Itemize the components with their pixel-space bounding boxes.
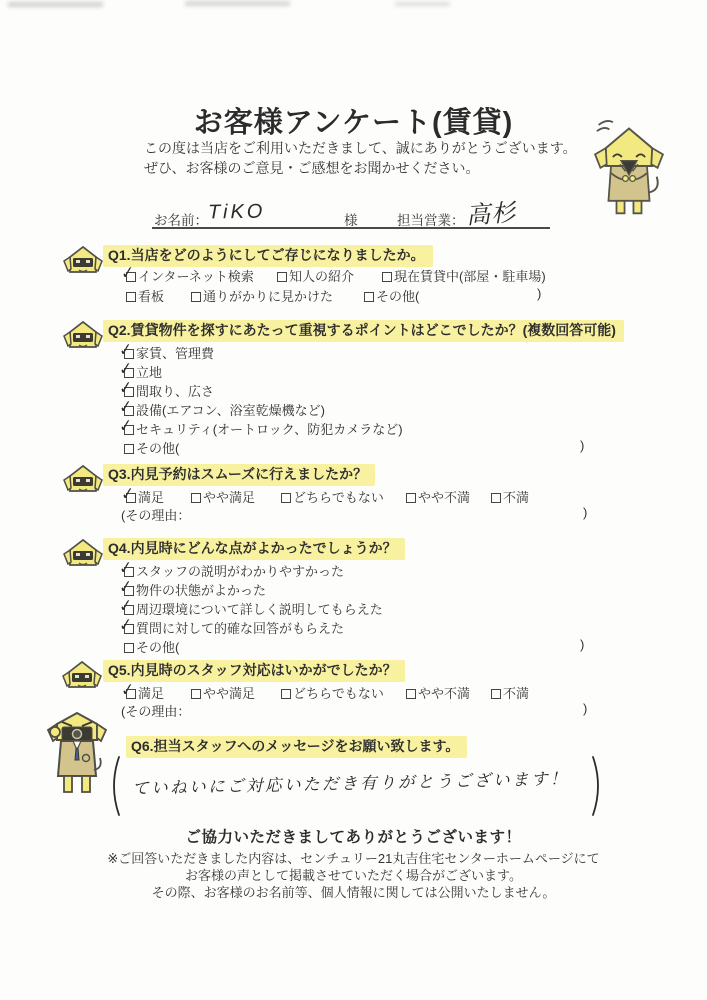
checkbox-icon xyxy=(382,271,394,282)
q6-title: Q6.担当スタッフへのメッセージをお願い致します。 xyxy=(126,736,467,758)
checkbox-icon: ✓ xyxy=(120,680,135,701)
q3-title: Q3.内見予約はスムーズに行えましたか？ xyxy=(103,464,375,486)
checkbox-icon: ✓ xyxy=(118,416,133,437)
dog-face-icon xyxy=(62,659,102,693)
q5-option-satisfied[interactable]: ✓ 満足 xyxy=(120,680,165,701)
checkbox-icon xyxy=(406,492,418,503)
q3-option-satisfied[interactable]: ✓ 満足 xyxy=(120,484,165,505)
q4-title: Q4.内見時にどんな点がよかったでしょうか？ xyxy=(103,538,405,560)
q3-option-somewhat-dissatisfied[interactable]: やや不満 xyxy=(406,487,470,506)
close-paren: ) xyxy=(580,637,585,652)
q2-option-security[interactable]: ✓ セキュリティ(オートロック、防犯カメラなど) xyxy=(118,416,403,437)
checkbox-icon: ✓ xyxy=(118,359,133,380)
q1-option-internet[interactable]: ✓ インターネット検索 xyxy=(126,266,254,285)
close-paren: ) xyxy=(583,505,588,520)
checkbox-icon xyxy=(191,688,203,699)
checkbox-icon: ✓ xyxy=(118,615,133,636)
q4-option-clear-explanation[interactable]: ✓ スタッフの説明がわかりやすかった xyxy=(118,558,345,579)
q5-reason-label: (その理由： xyxy=(121,704,191,719)
q6-message-field[interactable]: ていねいにご対応いただき有りがとうございます！ xyxy=(131,770,570,798)
close-bracket xyxy=(590,754,606,818)
q5-option-dissatisfied[interactable]: 不満 xyxy=(491,683,529,702)
q3-reason-label: (その理由： xyxy=(121,508,191,523)
checkbox-icon: ✓ xyxy=(118,378,133,399)
q2-option-other[interactable]: その他( xyxy=(124,438,179,457)
checkbox-icon: ✓ xyxy=(118,397,133,418)
open-bracket xyxy=(106,754,122,818)
q4-option-other[interactable]: その他( xyxy=(124,637,179,656)
page-title: お客様アンケート(賃貸) xyxy=(193,107,514,139)
q5-option-neutral[interactable]: どちらでもない xyxy=(281,683,384,702)
q6-message-area[interactable] xyxy=(106,754,606,818)
close-paren: ) xyxy=(537,286,542,301)
checkbox-icon xyxy=(124,443,136,454)
checkbox-icon: ✓ xyxy=(118,558,133,579)
footer-note-1: ※ご回答いただきました内容は、センチュリー21丸吉住宅センターホームページにて xyxy=(107,851,600,866)
dog-face-icon xyxy=(63,537,103,571)
checkbox-icon xyxy=(191,291,203,302)
scan-smudge xyxy=(8,2,103,7)
camera-dog-icon xyxy=(45,710,111,806)
q5-option-somewhat-satisfied[interactable]: やや満足 xyxy=(191,683,255,702)
checkbox-icon xyxy=(281,688,293,699)
dog-face-icon xyxy=(63,244,103,278)
checkbox-icon xyxy=(277,271,289,282)
footer-note-3: その際、お客様のお名前等、個人情報に関しては公開いたしません。 xyxy=(151,885,556,900)
checkbox-icon: ✓ xyxy=(118,577,133,598)
q5-option-somewhat-dissatisfied[interactable]: やや不満 xyxy=(406,683,470,702)
honorific-label: 様 xyxy=(344,213,358,228)
agent-name-field[interactable]: 高杉 xyxy=(465,199,518,230)
checkbox-icon xyxy=(126,291,138,302)
q3-option-neutral[interactable]: どちらでもない xyxy=(281,487,384,506)
checkbox-icon xyxy=(120,263,138,284)
intro-line-1: この度は当店をご利用いただきまして、誠にありがとうございます。 xyxy=(144,140,577,156)
name-label: お名前： xyxy=(154,213,208,228)
q2-option-rent[interactable]: ✓ 家賃、管理費 xyxy=(118,340,215,361)
intro-line-2: ぜひ、お客様のご意見・ご感想をお聞かせください。 xyxy=(144,160,480,176)
name-row xyxy=(152,200,550,229)
checkbox-icon xyxy=(491,492,503,503)
checkbox-icon xyxy=(124,642,136,653)
customer-name-field[interactable]: TiKO xyxy=(207,200,266,224)
agent-label: 担当営業： xyxy=(397,213,465,228)
checkbox-icon: ✓ xyxy=(118,596,133,617)
checkbox-icon: ✓ xyxy=(118,340,133,361)
checkbox-icon xyxy=(364,291,376,302)
q4-option-accurate-answers[interactable]: ✓ 質問に対して的確な回答がもらえた xyxy=(118,615,345,636)
footer-note-2: お客様の声として掲載させていただく場合がございます。 xyxy=(185,868,522,883)
checkbox-icon xyxy=(491,688,503,699)
q1-option-other[interactable]: その他( xyxy=(364,286,419,305)
q4-option-property-condition[interactable]: ✓ 物件の状態がよかった xyxy=(118,577,267,598)
dog-face-icon xyxy=(63,463,103,497)
scan-smudge xyxy=(185,1,290,6)
check-mark-icon: ✓ xyxy=(120,263,135,284)
q1-option-passing-by[interactable]: 通りがかりに見かけた xyxy=(191,286,333,305)
close-paren: ) xyxy=(583,701,588,716)
checkbox-icon xyxy=(406,688,418,699)
q2-option-location[interactable]: ✓ 立地 xyxy=(118,359,163,380)
dog-face-icon xyxy=(63,319,103,353)
checkbox-icon xyxy=(281,492,293,503)
checkbox-icon xyxy=(191,492,203,503)
bowing-dog-mascot-icon xyxy=(580,116,678,216)
q3-option-dissatisfied[interactable]: 不満 xyxy=(491,487,529,506)
q3-option-somewhat-satisfied[interactable]: やや満足 xyxy=(191,487,255,506)
footer-thanks: ご協力いただきましてありがとうございます！ xyxy=(185,829,522,846)
q1-option-referral[interactable]: 知人の紹介 xyxy=(277,266,354,285)
q1-option-sign[interactable]: 看板 xyxy=(126,286,164,305)
q5-title: Q5.内見時のスタッフ対応はいかがでしたか？ xyxy=(103,660,405,682)
q1-title: Q1.当店をどのようにしてご存じになりましたか。 xyxy=(103,245,433,267)
checkbox-icon: ✓ xyxy=(120,484,135,505)
q2-title: Q2.賃貸物件を探すにあたって重視するポイントはどこでしたか？(複数回答可能) xyxy=(103,320,624,342)
q1-option-current-tenant[interactable]: 現在賃貸中(部屋・駐車場) xyxy=(382,266,546,285)
q2-option-equipment[interactable]: ✓ 設備(エアコン、浴室乾燥機など) xyxy=(118,397,325,418)
q4-option-surroundings[interactable]: ✓ 周辺環境について詳しく説明してもらえた xyxy=(118,596,383,617)
scan-smudge xyxy=(395,2,450,6)
q2-option-floorplan[interactable]: ✓ 間取り、広さ xyxy=(118,378,215,399)
close-paren: ) xyxy=(580,438,585,453)
